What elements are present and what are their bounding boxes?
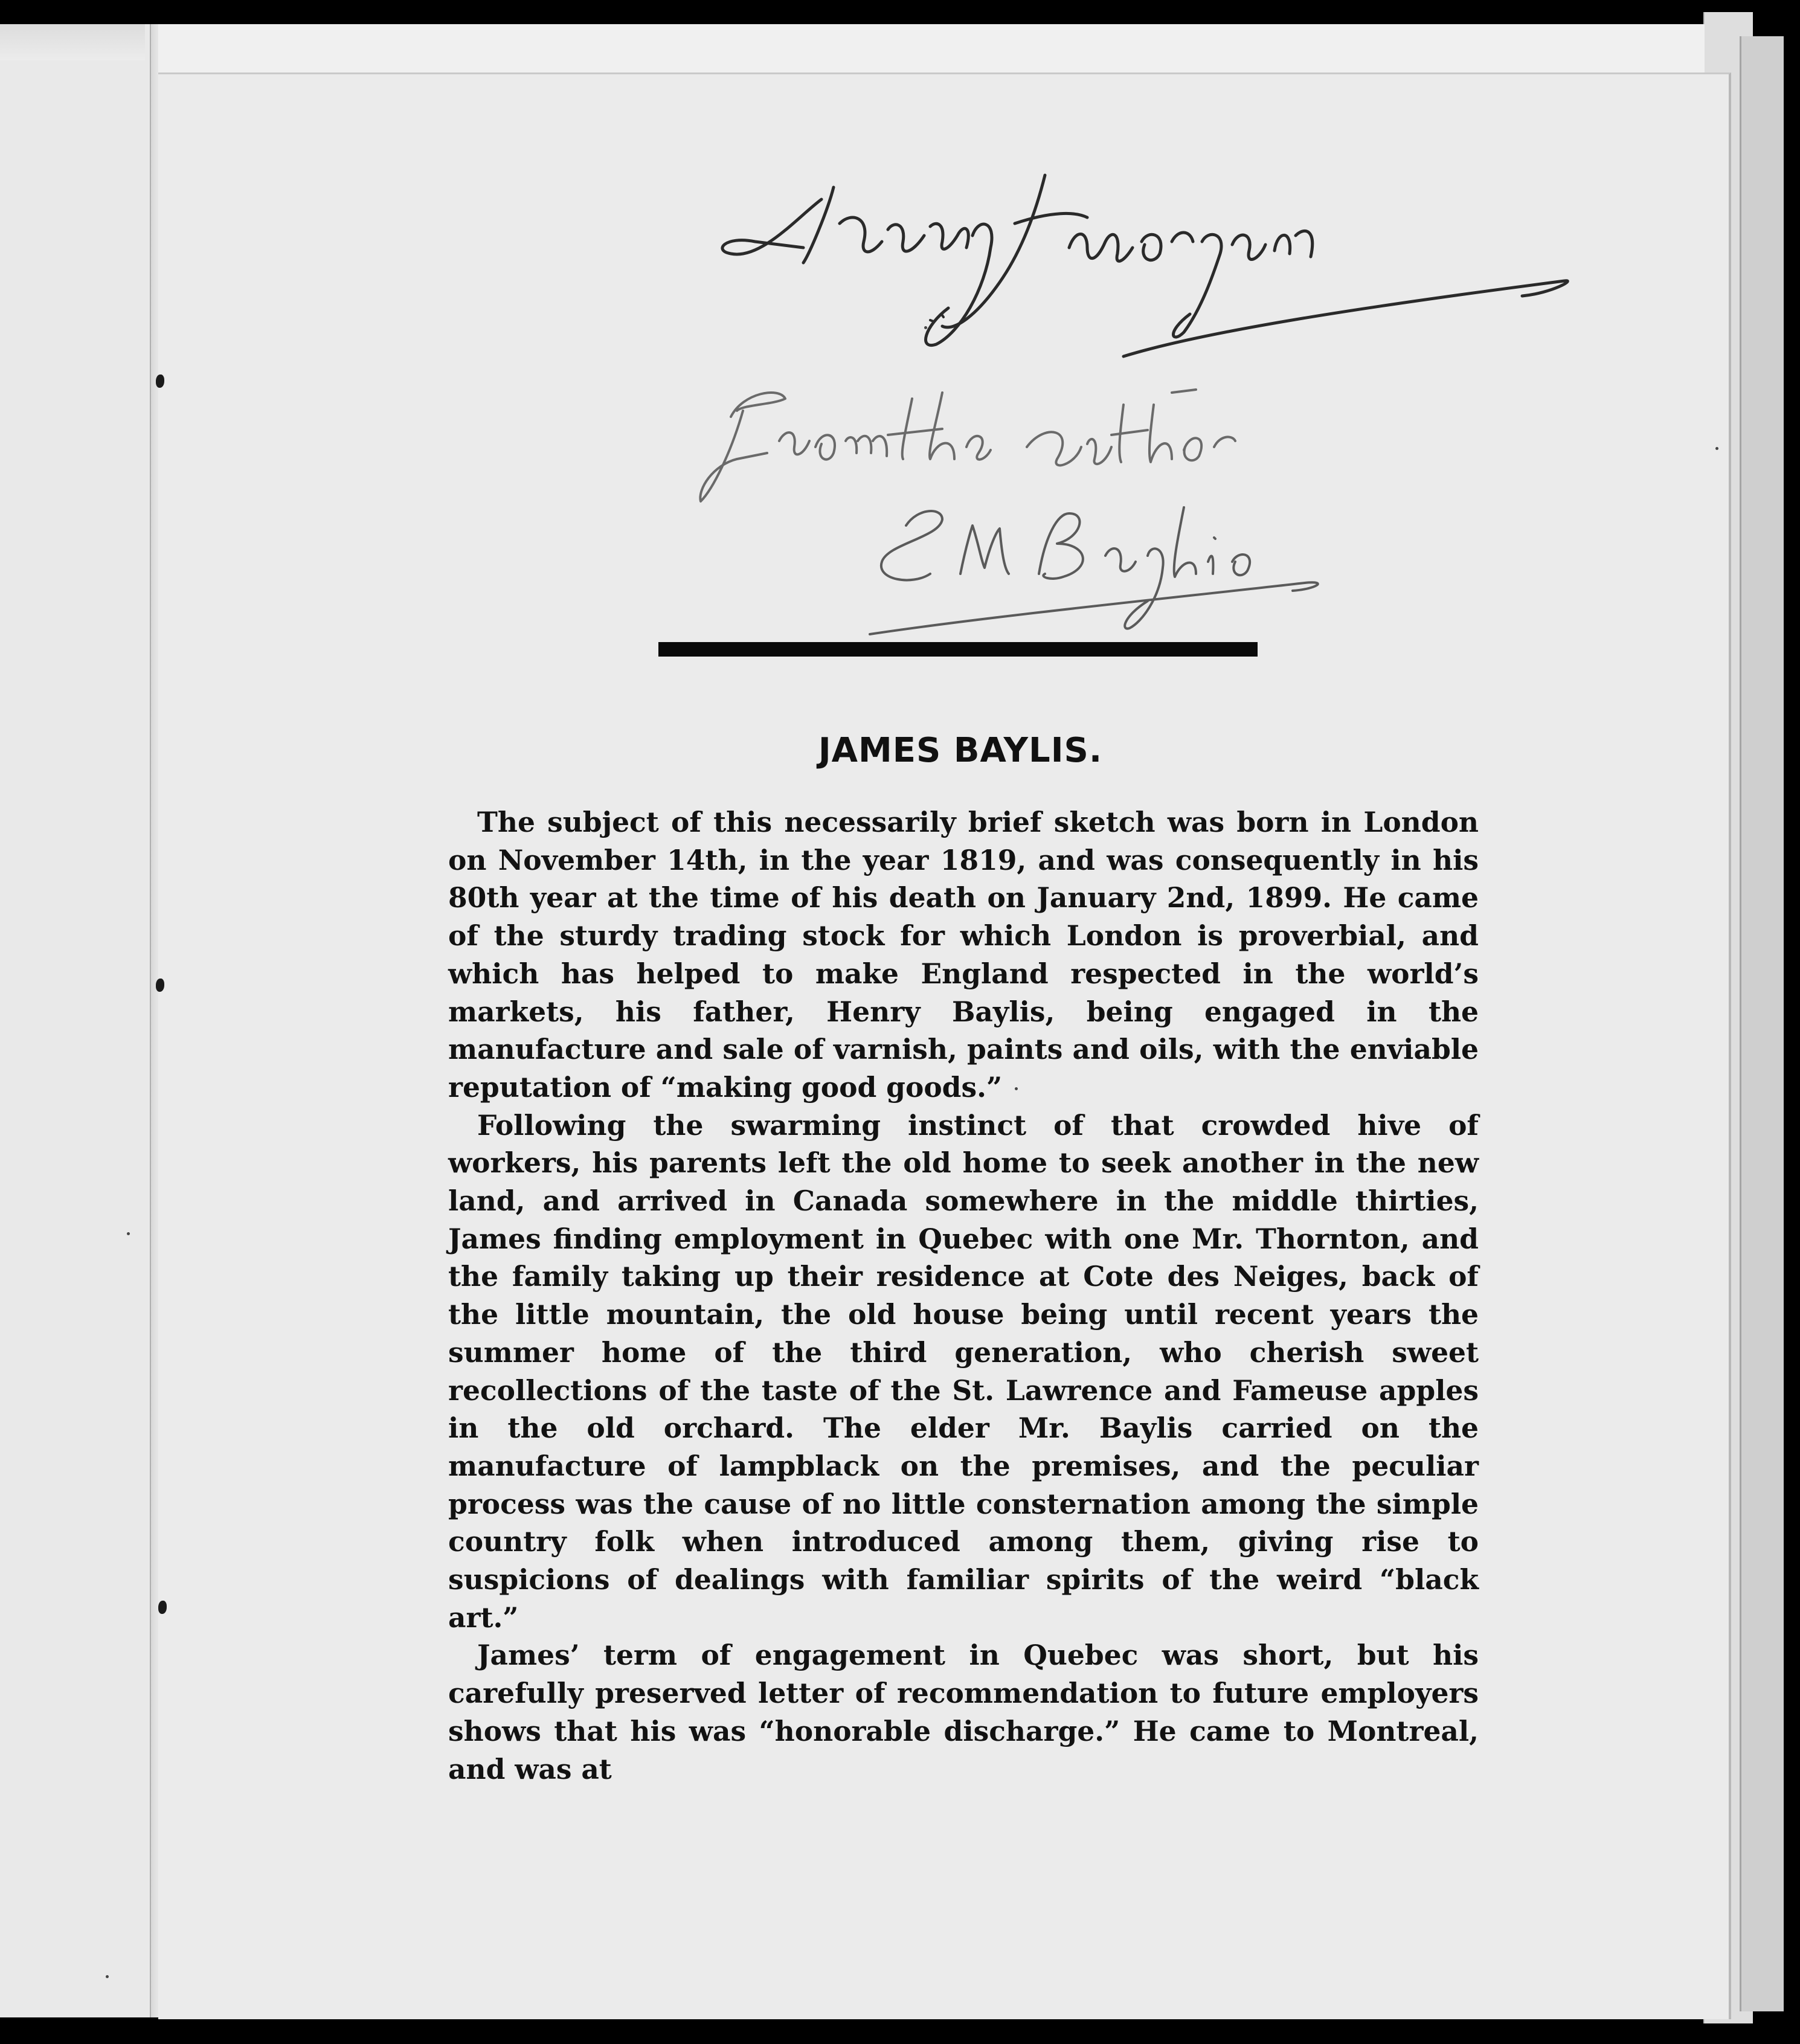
signature-drawing [689,151,1607,646]
paragraph: James’ term of engagement in Quebec was short, but his carefully preserved letter of recommendation to future employers shows that his was “honorable discharge.” He came to Montreal, and was at [448,1639,1479,1785]
dust-speck [1015,1087,1018,1090]
author-signature [870,507,1318,634]
handwritten-inscription [689,151,1607,646]
previous-leaf-edge [0,24,171,2017]
paragraph: The subject of this necessarily brief sketch was born in London on November 14th, in the year 1819, and was consequently in his 80th year at the time of his death on January 2nd, 1899. He came of the sturdy trading stock for which London is proverbial, and which has helped to make England respected in the world’s markets, his father, Henry Baylis, being engaged in the manufacture and sale of varnish, paints and oils, with the enviable reputation of “making good goods.” [448,806,1479,1104]
dust-speck [1715,447,1718,450]
presentation-inscription [700,390,1235,501]
paragraph: Following the swarming instinct of that crowded hive of workers, his parents left the old home to seek another in the new land, and arrived in Canada somewhere in the middle thirties, James finding employment in Quebec with one Mr. Thornton, and the family taking up their residence at Cote des Neiges, back of the little mountain, the old house being until recent years the summer home of the third generation, who cherish sweet recollections of the taste of the St. Lawrence and Fameuse apples in the old orchard. The elder Mr. Baylis carried on the manufacture of lampblack on the premises, and the peculiar process was the cause of no little consternation among the simple country folk when introduced among them, giving rise to suspicions of dealings with familiar spirits of the weird “black art.” [448,1108,1479,1634]
dust-speck [106,1975,109,1978]
leaf-corner [0,24,145,60]
page-top-edge [158,24,1705,75]
binding-mark [156,979,164,992]
binding-mark [158,1601,167,1614]
owner-signature [722,175,1567,356]
binding-mark [156,374,164,388]
horizontal-rule [658,642,1258,657]
article-title: JAMES BAYLIS. [818,731,1103,770]
article-body [448,803,1479,1788]
dust-speck [924,326,927,329]
dust-speck [127,1232,130,1235]
cover-edge [1740,36,1784,2011]
